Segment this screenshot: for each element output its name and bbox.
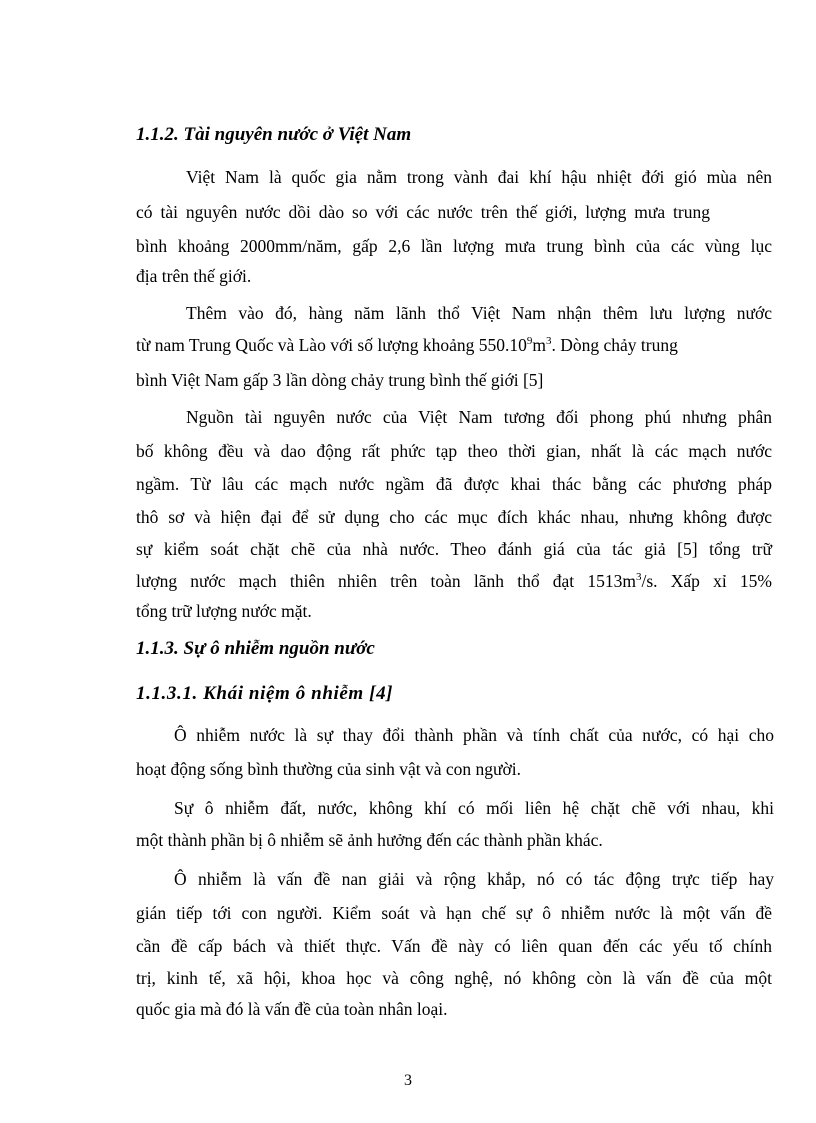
paragraph-line: gián tiếp tới con người. Kiểm soát và hạn chế sự ô nhiễm nước là một vấn đề <box>136 903 772 923</box>
section-heading-1-1-3: 1.1.3. Sự ô nhiễm nguồn nước <box>136 638 375 659</box>
text-run: . Dòng chảy trung <box>551 335 678 355</box>
paragraph-line: một thành phần bị ô nhiễm sẽ ảnh hưởng đến các thành phần khác. <box>136 830 603 850</box>
superscript: 3 <box>635 571 642 584</box>
text-run: lượng nước mạch thiên nhiên trên toàn lãnh thổ đạt 1513m <box>136 571 636 591</box>
paragraph-line: Việt Nam là quốc gia nằm trong vành đai khí hậu nhiệt đới gió mùa nên <box>186 167 772 187</box>
page-number: 3 <box>404 1072 412 1089</box>
superscript: 9 <box>526 335 533 348</box>
paragraph-line: tổng trữ lượng nước mặt. <box>136 601 312 621</box>
paragraph-line: ngầm. Từ lâu các mạch nước ngầm đã được khai thác bằng các phương pháp <box>136 474 772 494</box>
paragraph-line: Ô nhiễm nước là sự thay đổi thành phần và tính chất của nước, có hại cho <box>174 725 774 745</box>
section-heading-1-1-2: 1.1.2. Tài nguyên nước ở Việt Nam <box>136 124 412 145</box>
paragraph-line: thô sơ và hiện đại để sử dụng cho các mục đích khác nhau, nhưng không được <box>136 507 772 527</box>
paragraph-line: Sự ô nhiễm đất, nước, không khí có mối liên hệ chặt chẽ với nhau, khi <box>174 798 774 818</box>
paragraph-line: địa trên thế giới. <box>136 266 252 286</box>
paragraph-line: hoạt động sống bình thường của sinh vật và con người. <box>136 759 521 779</box>
text-run: từ nam Trung Quốc và Lào với số lượng khoảng 550.10 <box>136 335 527 355</box>
paragraph-line <box>136 570 772 592</box>
paragraph-line: bình Việt Nam gấp 3 lần dòng chảy trung bình thế giới [5] <box>136 370 544 390</box>
paragraph-line: Nguồn tài nguyên nước của Việt Nam tương đối phong phú nhưng phân <box>186 407 772 427</box>
subsection-heading-1-1-3-1: 1.1.3.1. Khái niệm ô nhiễm [4] <box>136 683 394 704</box>
text-run: /s. Xấp xỉ 15% <box>641 571 772 591</box>
paragraph-line: bình khoảng 2000mm/năm, gấp 2,6 lần lượng mưa trung bình của các vùng lục <box>136 236 772 256</box>
paragraph-line: Thêm vào đó, hàng năm lãnh thổ Việt Nam nhận thêm lưu lượng nước <box>186 303 772 323</box>
paragraph-line: Ô nhiễm là vấn đề nan giải và rộng khắp, nó có tác động trực tiếp hay <box>174 869 774 889</box>
paragraph-line: trị, kinh tế, xã hội, khoa học và công nghệ, nó không còn là vấn đề của một <box>136 968 772 988</box>
superscript: 3 <box>546 335 552 348</box>
paragraph-line: quốc gia mà đó là vấn đề của toàn nhân loại. <box>136 999 448 1019</box>
paragraph-line: bố không đều và dao động rất phức tạp theo thời gian, nhất là các mạch nước <box>136 441 772 461</box>
paragraph-line: có tài nguyên nước dồi dào so với các nước trên thế giới, lượng mưa trung <box>136 202 710 222</box>
paragraph-line: cần đề cấp bách và thiết thực. Vấn đề này có liên quan đến các yếu tố chính <box>136 936 772 956</box>
paragraph-line <box>136 334 678 356</box>
text-run: m <box>532 335 546 355</box>
paragraph-line: sự kiểm soát chặt chẽ của nhà nước. Theo đánh giá của tác giả [5] tổng trữ <box>136 539 772 559</box>
